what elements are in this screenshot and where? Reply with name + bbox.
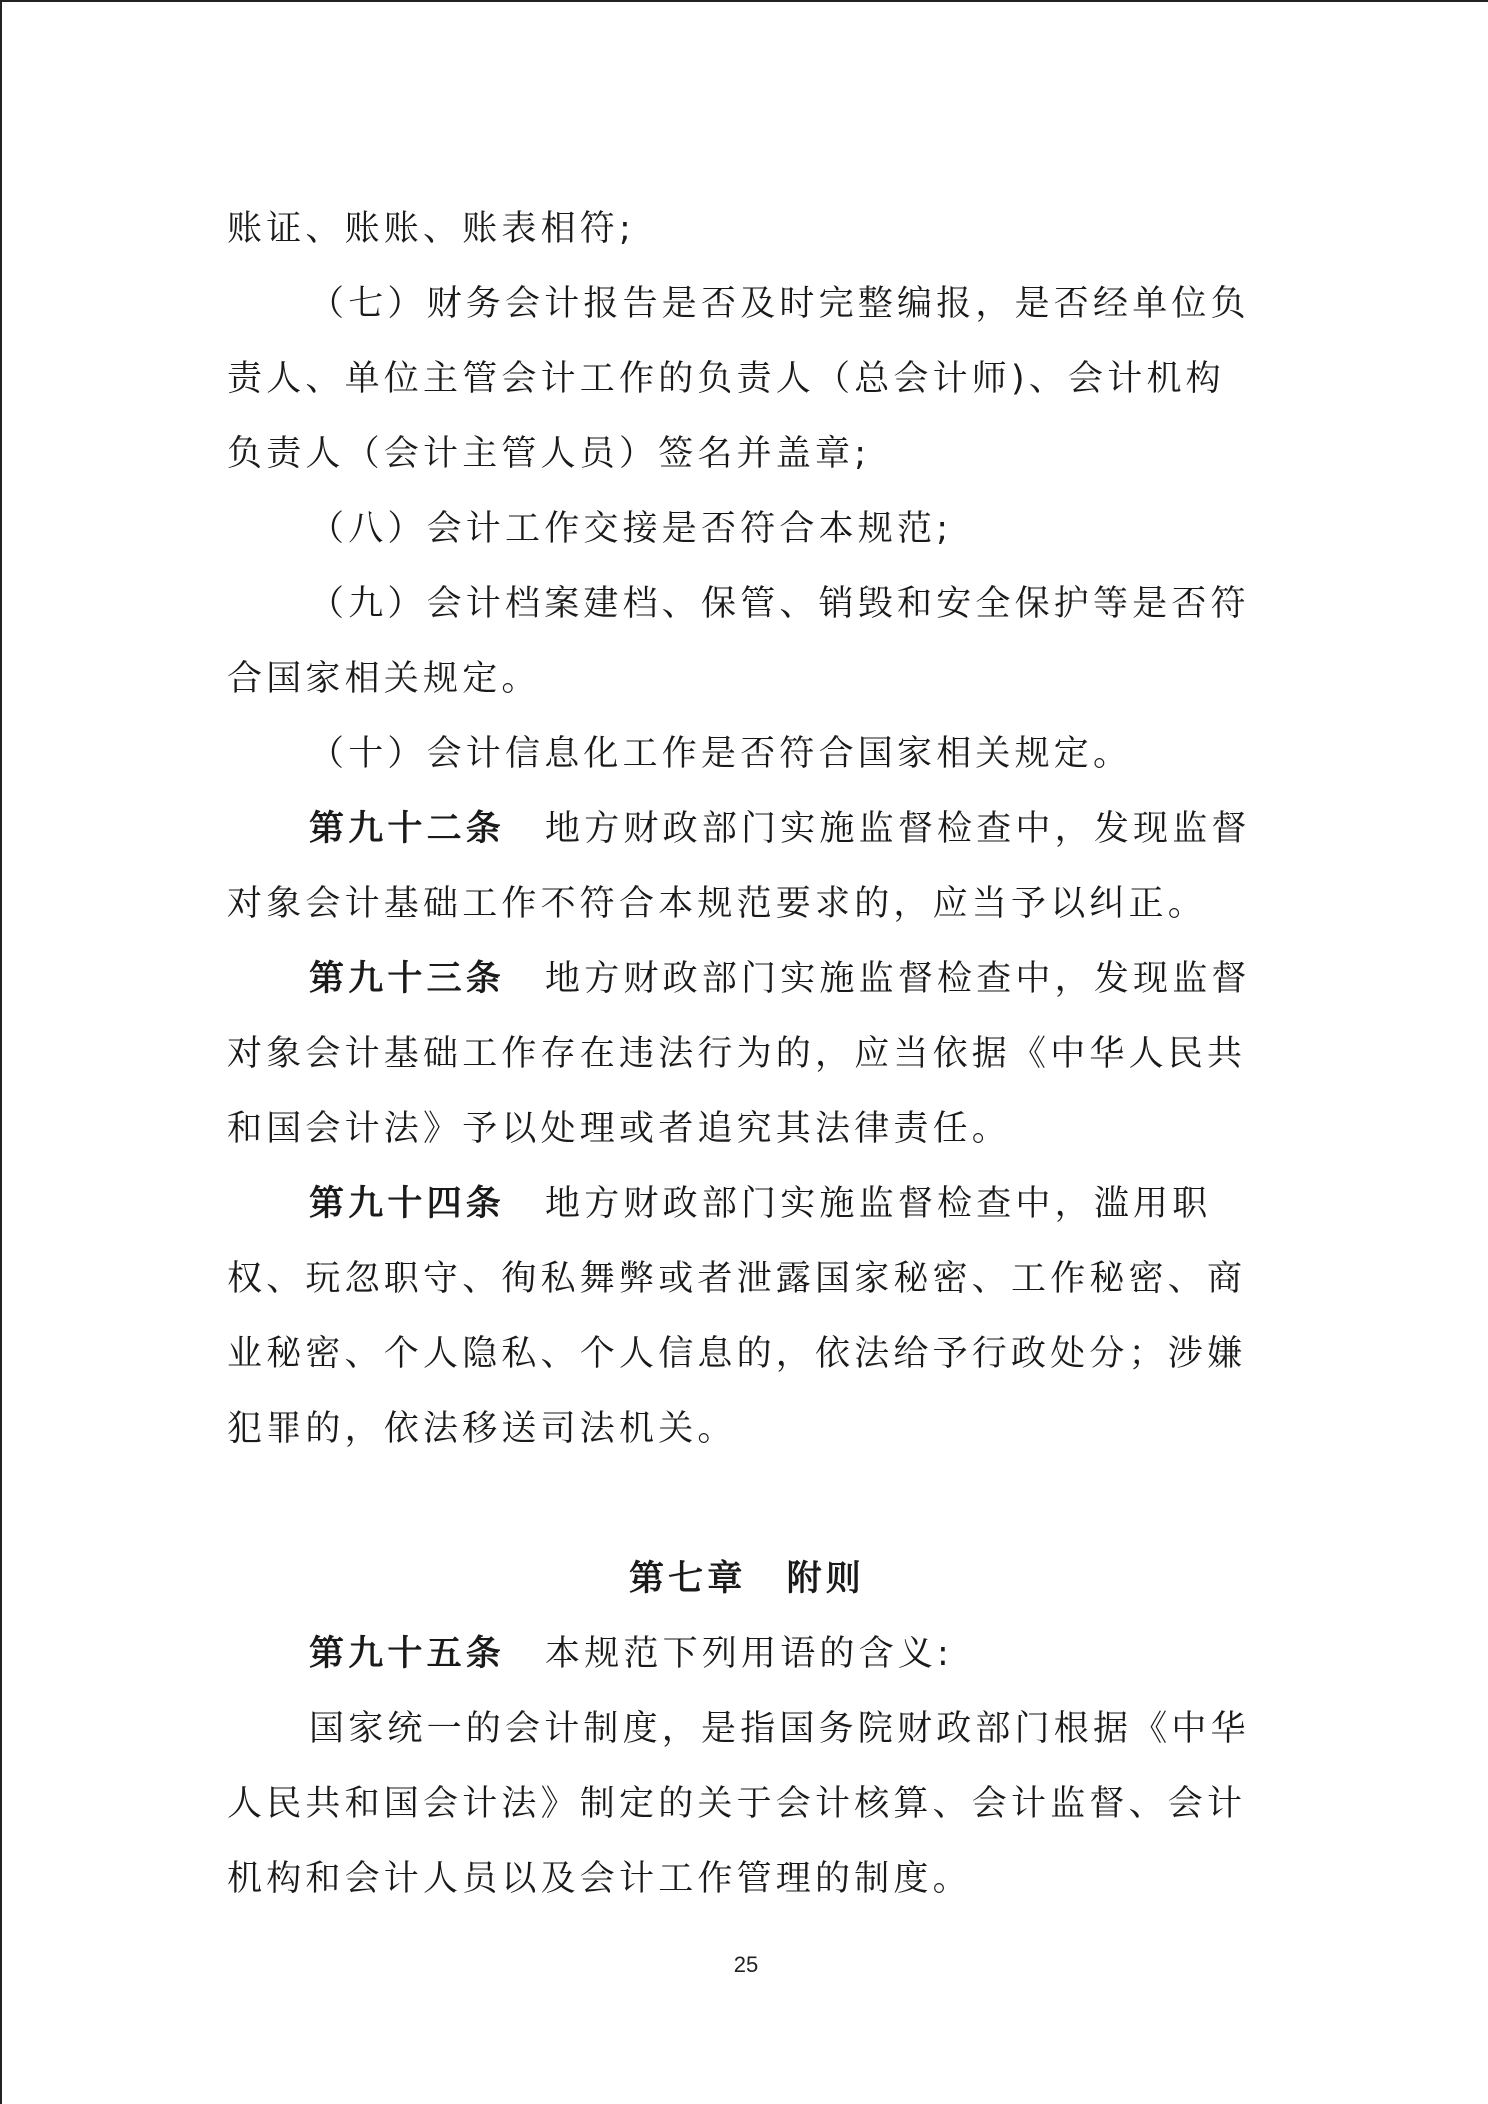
chapter-number: 第七章: [628, 1559, 747, 1599]
item-seven: （七）财务会计报告是否及时完整编报，是否经单位负: [309, 284, 1250, 324]
page-number: 25: [733, 1952, 759, 1977]
article-95-number: 第九十五条: [309, 1634, 506, 1674]
text-line: 机构和会计人员以及会计工作管理的制度。: [227, 1859, 972, 1899]
article-93: [227, 942, 1267, 1017]
text-line: 对象会计基础工作不符合本规范要求的，应当予以纠正。: [227, 884, 1208, 924]
section-spacer: [227, 1467, 1267, 1542]
item-ten: （十）会计信息化工作是否符合国家相关规定。: [309, 734, 1133, 774]
chapter-heading: [227, 1542, 1267, 1617]
article-94-number: 第九十四条: [309, 1184, 506, 1224]
text-line: 账证、账账、账表相符;: [227, 209, 635, 249]
text-line: 负责人（会计主管人员）签名并盖章;: [227, 434, 871, 474]
text-line: 人民共和国会计法》制定的关于会计核算、会计监督、会计: [227, 1784, 1247, 1824]
article-95-text: 本规范下列用语的含义:: [545, 1634, 954, 1674]
text-line: 责人、单位主管会计工作的负责人（总会计师)、会计机构: [227, 359, 1225, 399]
definition-paragraph: 国家统一的会计制度，是指国务院财政部门根据《中华: [309, 1709, 1250, 1749]
article-92-number: 第九十二条: [309, 809, 506, 849]
item-nine: （九）会计档案建档、保管、销毁和安全保护等是否符: [309, 584, 1250, 624]
article-92: [227, 792, 1267, 867]
article-94-text: 地方财政部门实施监督检查中，滥用职: [545, 1184, 1212, 1224]
article-95: [227, 1617, 1267, 1692]
text-line: 和国会计法》予以处理或者追究其法律责任。: [227, 1109, 1012, 1149]
text-line: 业秘密、个人隐私、个人信息的，依法给予行政处分；涉嫌: [227, 1334, 1247, 1374]
text-line: 犯罪的，依法移送司法机关。: [227, 1409, 737, 1449]
text-line: 对象会计基础工作存在违法行为的，应当依据《中华人民共: [227, 1034, 1247, 1074]
document-body: [227, 192, 1267, 1917]
text-line: 权、玩忽职守、徇私舞弊或者泄露国家秘密、工作秘密、商: [227, 1259, 1247, 1299]
article-93-number: 第九十三条: [309, 959, 506, 999]
chapter-name: 附则: [786, 1559, 865, 1599]
article-94: [227, 1167, 1267, 1242]
text-line: 合国家相关规定。: [227, 659, 541, 699]
article-93-text: 地方财政部门实施监督检查中，发现监督: [545, 959, 1251, 999]
item-eight: （八）会计工作交接是否符合本规范;: [309, 509, 953, 549]
article-92-text: 地方财政部门实施监督检查中，发现监督: [545, 809, 1251, 849]
